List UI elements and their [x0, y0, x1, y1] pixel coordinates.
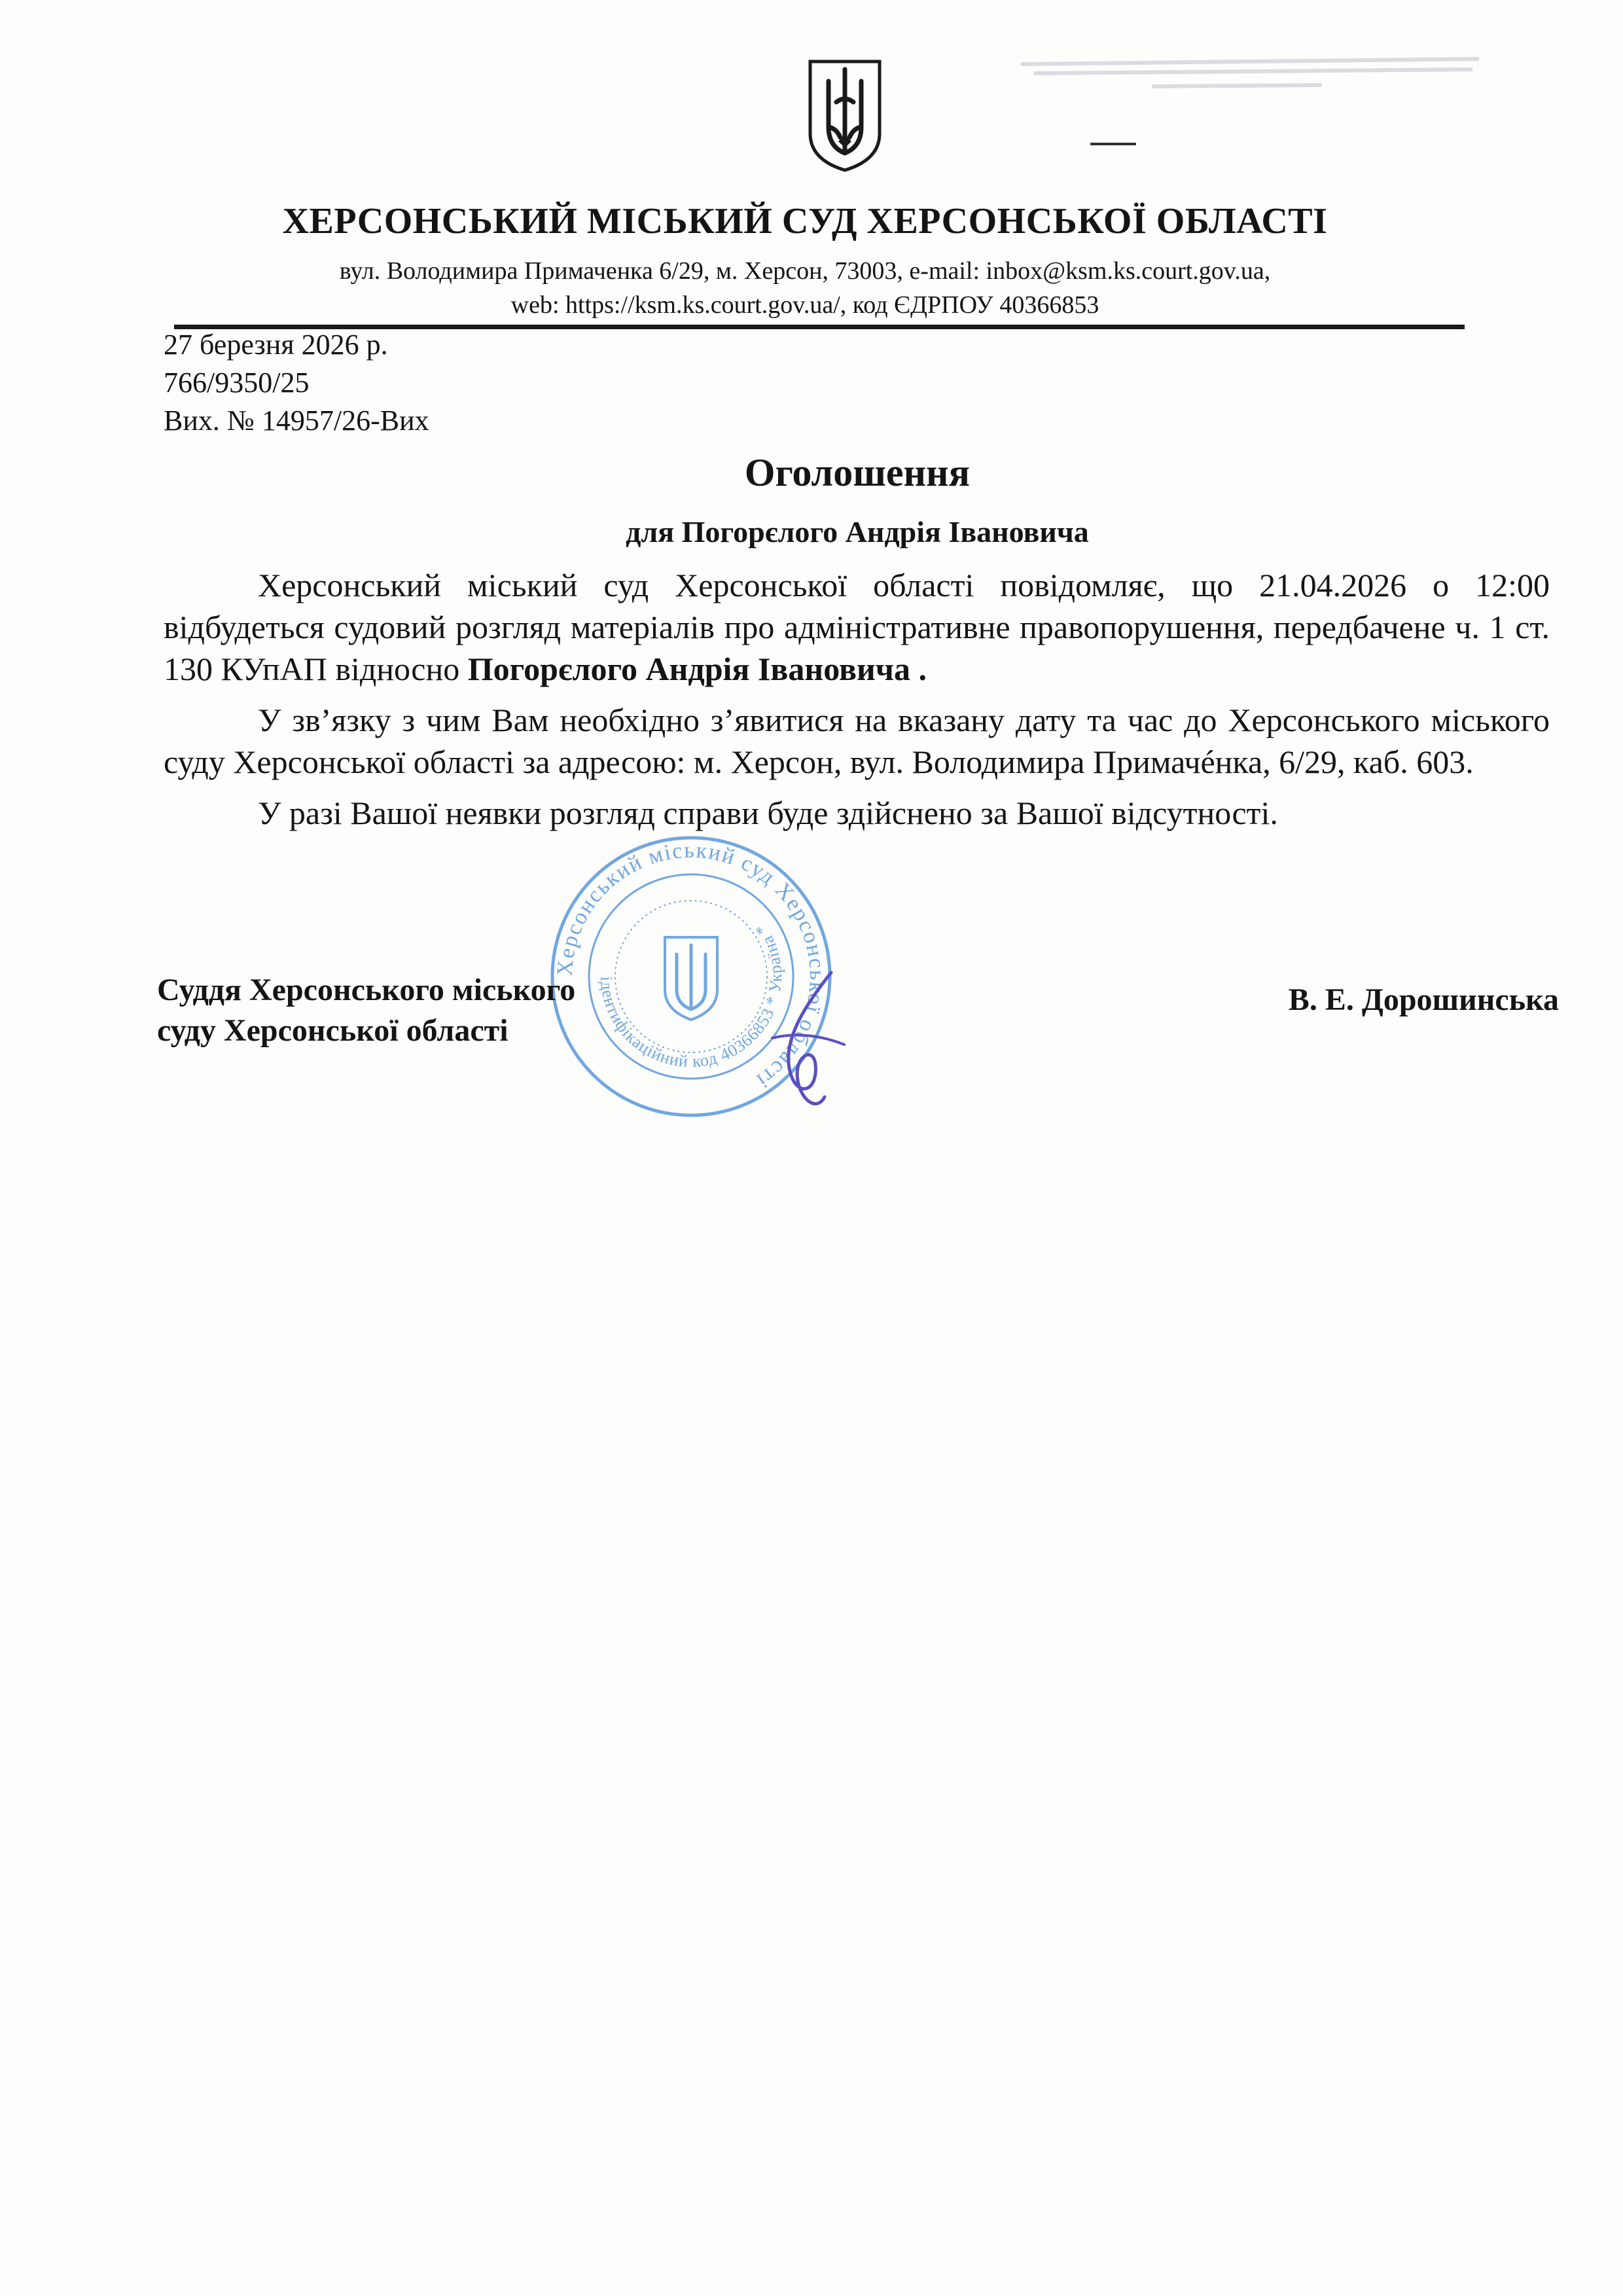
seal-outer-text: Херсонський міський суд Херсонської області [552, 838, 830, 1094]
web-line: web: https://ksm.ks.court.gov.ua/, код ЄДРПОУ 40366853 [510, 291, 1099, 319]
judge-position [157, 970, 575, 1051]
judge-signature [753, 966, 857, 1117]
address-line: вул. Володимира Примаченка 6/29, м. Херсон, 73003, e-mail: inbox@ksm.ks.court.gov.ua, [339, 257, 1271, 285]
defendant-name: Погорєлого Андрія Івановича [467, 651, 911, 687]
seal-trident-icon [665, 937, 717, 1020]
judge-position-line: суду Херсонської області [157, 1013, 508, 1048]
court-address [164, 254, 1446, 322]
case-number: 766/9350/25 [164, 367, 310, 399]
trident-emblem-icon [802, 55, 887, 173]
hearing-text: Херсонський міський суд Херсонської області повідомляє, що 21.04.2026 о 12:00 відбудеться судовий розгляд матеріалів про адміністративне правопорушення, передбачене ч. 1 ст. 130 КУпАП відносно [164, 567, 1550, 687]
hearing-text-end: . [910, 651, 927, 687]
outgoing-number: Вих. № 14957/26-Вих [164, 404, 429, 437]
judge-name: В. Е. Дорошинська [1288, 982, 1559, 1017]
document-subtitle: для Погорєлого Андрія Івановича [626, 515, 1089, 548]
document-meta [164, 326, 429, 440]
paragraph-hearing [164, 564, 1550, 690]
judge-position-line: Суддя Херсонського міського [157, 973, 576, 1007]
scan-smudge [1021, 39, 1492, 111]
document-title: Оголошення [744, 451, 971, 494]
scan-mark [1090, 140, 1136, 148]
court-name: ХЕРСОНСЬКИЙ МІСЬКИЙ СУД ХЕРСОНСЬКОЇ ОБЛАСТІ [282, 201, 1328, 242]
paragraph-summons: У зв’язку з чим Вам необхідно з’явитися на вказану дату та час до Херсонського міського суду Херсонської області за адресою: м. Херсон, вул. Володимира Примачéнка, 6/29, каб. 603. [164, 702, 1550, 780]
paragraph-absence: У разі Вашої неявки розгляд справи буде здійснено за Вашої відсутності. [258, 795, 1278, 831]
seal-inner-text: ідентифікаційний код 40366853 * Україна * [596, 920, 786, 1071]
document-date: 27 березня 2026 р. [164, 329, 388, 361]
document-body [164, 564, 1550, 843]
